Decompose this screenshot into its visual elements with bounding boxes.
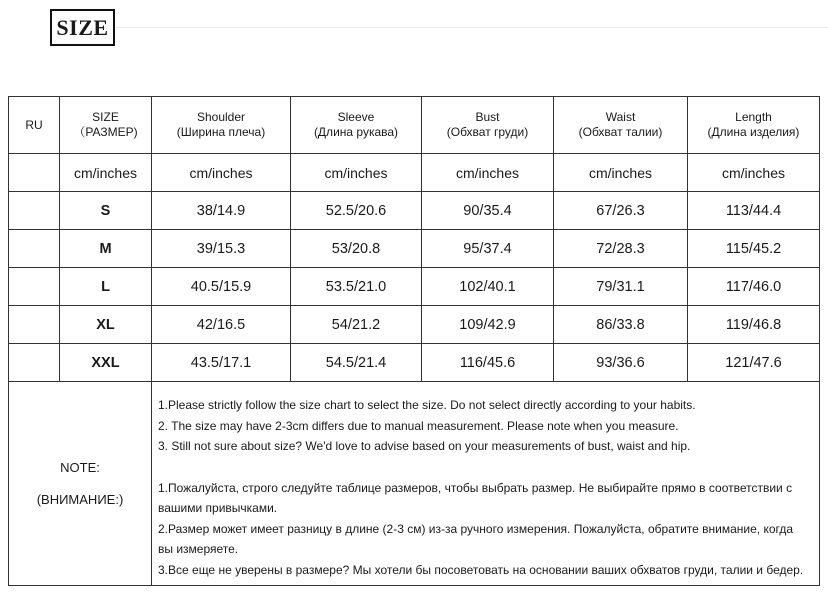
note-row (9, 382, 820, 586)
units-row (9, 154, 820, 192)
ru-cell (9, 306, 60, 344)
header-cell: Length (Длина изделия) (688, 97, 820, 154)
sleeve-cell: 53/20.8 (291, 230, 422, 268)
size-title: SIZE (50, 9, 115, 46)
sleeve-cell: 52.5/20.6 (291, 192, 422, 230)
table-row (9, 344, 820, 382)
units-cell: cm/inches (688, 154, 820, 192)
sleeve-cell: 54.5/21.4 (291, 344, 422, 382)
note-ru-line: 1.Пожалуйста, строго следуйте таблице размеров, чтобы выбрать размер. Не выбирайте прямо в соответствии с вашими привычками. (158, 480, 793, 515)
size-cell: XXL (60, 344, 152, 382)
waist-cell: 67/26.3 (554, 192, 688, 230)
shoulder-cell: 40.5/15.9 (152, 268, 291, 306)
table-row (9, 230, 820, 268)
units-cell: cm/inches (554, 154, 688, 192)
bust-cell: 95/37.4 (422, 230, 554, 268)
note-en-line: 3. Still not sure about size? We'd love to advise based on your measurements of bust, waist and hip. (158, 439, 691, 453)
size-cell: L (60, 268, 152, 306)
shoulder-cell: 42/16.5 (152, 306, 291, 344)
waist-cell: 72/28.3 (554, 230, 688, 268)
waist-cell: 93/36.6 (554, 344, 688, 382)
header-cell: Shoulder (Ширина плеча) (152, 97, 291, 154)
length-cell: 115/45.2 (688, 230, 820, 268)
table-row (9, 306, 820, 344)
units-cell: cm/inches (60, 154, 152, 192)
header-cell: Waist (Обхват талии) (554, 97, 688, 154)
note-label: NOTE: (60, 459, 100, 475)
ru-cell (9, 268, 60, 306)
shoulder-cell: 38/14.9 (152, 192, 291, 230)
note-text-cell (152, 382, 820, 586)
size-cell: S (60, 192, 152, 230)
waist-cell: 79/31.1 (554, 268, 688, 306)
ru-cell (9, 344, 60, 382)
size-cell: XL (60, 306, 152, 344)
note-label-cell (9, 382, 152, 586)
waist-cell: 86/33.8 (554, 306, 688, 344)
shoulder-cell: 39/15.3 (152, 230, 291, 268)
bust-cell: 90/35.4 (422, 192, 554, 230)
bust-cell: 109/42.9 (422, 306, 554, 344)
length-cell: 121/47.6 (688, 344, 820, 382)
header-row (9, 97, 820, 154)
header-cell: Sleeve (Длина рукава) (291, 97, 422, 154)
sleeve-cell: 54/21.2 (291, 306, 422, 344)
table-row (9, 192, 820, 230)
units-cell: cm/inches (422, 154, 554, 192)
length-cell: 113/44.4 (688, 192, 820, 230)
shoulder-cell: 43.5/17.1 (152, 344, 291, 382)
length-cell: 119/46.8 (688, 306, 820, 344)
header-cell: SIZE （РАЗМЕР) (60, 97, 152, 154)
length-cell: 117/46.0 (688, 268, 820, 306)
units-cell: cm/inches (152, 154, 291, 192)
note-ru-line: 3.Все еще не уверены в размере? Мы хотели бы посоветовать на основании ваших обхватов груди, талии и бедер. (158, 562, 804, 577)
size-cell: M (60, 230, 152, 268)
note-label-ru: (ВНИМАНИЕ:) (36, 491, 124, 507)
bust-cell: 116/45.6 (422, 344, 554, 382)
table-row (9, 268, 820, 306)
note-en-line: 2. The size may have 2-3cm differs due to manual measurement. Please note when you measure. (158, 418, 679, 433)
note-en-line: 1.Please strictly follow the size chart to select the size. Do not select directly according to your habits. (158, 398, 696, 412)
units-cell (9, 154, 60, 192)
header-cell: RU (9, 97, 60, 154)
header-cell: Bust (Обхват груди) (422, 97, 554, 154)
note-ru-line: 2.Размер может имеет разницу в длине (2-3 см) из-за ручного измерения. Пожалуйста, обратите внимание, когда вы измеряете. (158, 521, 794, 556)
units-cell: cm/inches (291, 154, 422, 192)
ru-cell (9, 192, 60, 230)
size-chart-table (8, 96, 820, 586)
ru-cell (9, 230, 60, 268)
divider (116, 27, 828, 28)
sleeve-cell: 53.5/21.0 (291, 268, 422, 306)
bust-cell: 102/40.1 (422, 268, 554, 306)
